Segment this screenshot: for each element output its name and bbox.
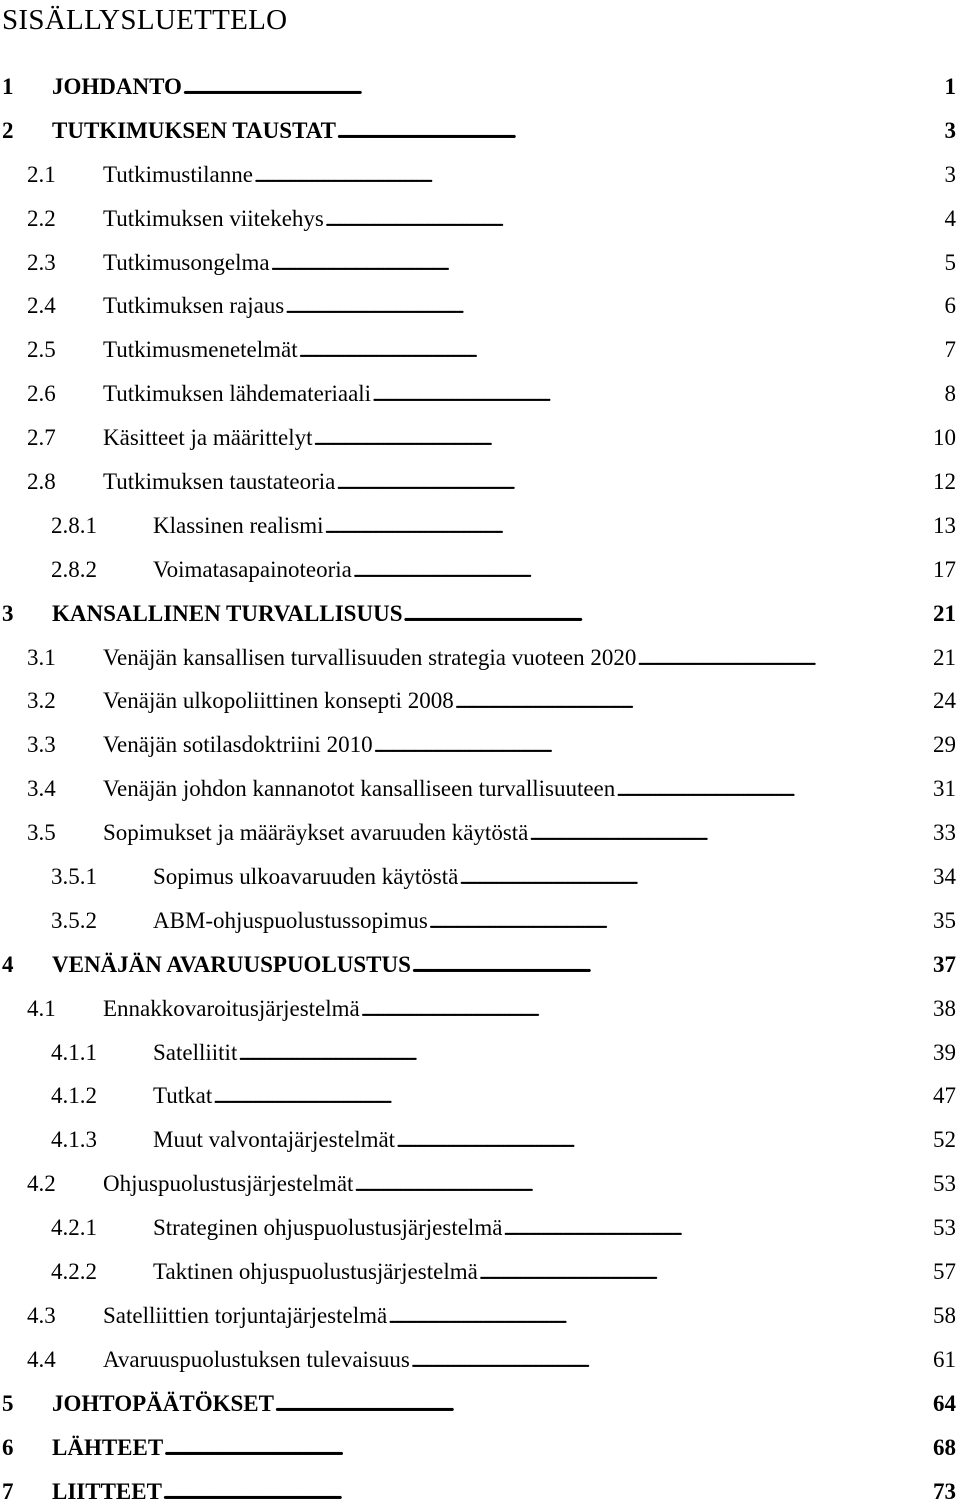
toc-entry[interactable] — [0, 327, 960, 371]
toc-entry-row — [103, 644, 956, 674]
toc-entry-row — [103, 819, 956, 849]
toc-entry-page-number: 58 — [931, 1302, 956, 1330]
toc-entry[interactable] — [0, 635, 960, 679]
toc-dot-leader — [372, 380, 942, 410]
toc-entry[interactable] — [0, 371, 960, 415]
toc-entry-title: Satelliittien torjuntajärjestelmä — [103, 1302, 388, 1330]
toc-dot-leader — [285, 292, 942, 322]
toc-entry-number: 2.4 — [27, 292, 56, 320]
toc-entry-row — [103, 687, 956, 717]
toc-dot-leader — [429, 907, 931, 937]
toc-entry-title: Venäjän johdon kannanotot kansalliseen turvallisuuteen — [103, 775, 616, 803]
toc-entry-title: LIITTEET — [52, 1478, 163, 1506]
toc-entry-title: JOHDANTO — [52, 73, 183, 101]
toc-entry-number: 3 — [2, 600, 14, 628]
toc-entry-title: Ohjuspuolustusjärjestelmät — [103, 1170, 354, 1198]
toc-entry-row — [153, 1082, 956, 1112]
toc-entry[interactable] — [0, 1469, 960, 1512]
toc-entry-page-number: 17 — [931, 556, 956, 584]
toc-entry-row — [52, 1478, 956, 1508]
toc-entry-row — [153, 1258, 956, 1288]
toc-entry-title: Sopimukset ja määräykset avaruuden käytöstä — [103, 819, 529, 847]
toc-entry[interactable] — [0, 283, 960, 327]
toc-entry-row — [153, 907, 956, 937]
toc-entry-page-number: 29 — [931, 731, 956, 759]
toc-entry-row — [103, 1170, 956, 1200]
toc-entry-title: KANSALLINEN TURVALLISUUS — [52, 600, 403, 628]
toc-entry[interactable] — [0, 722, 960, 766]
toc-dot-leader — [412, 951, 931, 981]
toc-entry[interactable] — [0, 1293, 960, 1337]
toc-entry-page-number: 53 — [931, 1214, 956, 1242]
toc-entry[interactable] — [0, 1073, 960, 1117]
toc-entry-page-number: 34 — [931, 863, 956, 891]
toc-entry[interactable] — [0, 459, 960, 503]
toc-entry-page-number: 3 — [943, 161, 957, 189]
toc-dot-leader — [254, 161, 943, 191]
toc-dot-leader — [637, 644, 931, 674]
toc-entry-number: 2.7 — [27, 424, 56, 452]
toc-entry-number: 4.1 — [27, 995, 56, 1023]
toc-dot-leader — [529, 819, 931, 849]
toc-entry[interactable] — [0, 152, 960, 196]
toc-entry-number: 4.4 — [27, 1346, 56, 1374]
toc-entry-row — [103, 424, 956, 454]
toc-entry-row — [103, 336, 956, 366]
toc-entry-number: 3.3 — [27, 731, 56, 759]
toc-entry-number: 2.6 — [27, 380, 56, 408]
toc-entry-page-number: 38 — [931, 995, 956, 1023]
toc-entry[interactable] — [0, 1161, 960, 1205]
toc-entry-page-number: 61 — [931, 1346, 956, 1374]
toc-dot-leader — [313, 424, 931, 454]
toc-entry-number: 2.1 — [27, 161, 56, 189]
toc-entry-number: 5 — [2, 1390, 14, 1418]
toc-entry[interactable] — [0, 810, 960, 854]
toc-entry-title: LÄHTEET — [52, 1434, 164, 1462]
toc-entry-number: 4.3 — [27, 1302, 56, 1330]
toc-entry[interactable] — [0, 766, 960, 810]
toc-dot-leader — [183, 73, 943, 103]
toc-entry[interactable] — [0, 415, 960, 459]
toc-entry-title: Sopimus ulkoavaruuden käytöstä — [153, 863, 459, 891]
toc-entry-title: Venäjän sotilasdoktriini 2010 — [103, 731, 374, 759]
toc-dot-leader — [503, 1214, 931, 1244]
toc-entry[interactable] — [0, 1337, 960, 1381]
toc-dot-leader — [403, 600, 931, 630]
toc-entry-row — [153, 1214, 956, 1244]
toc-entry-number: 3.2 — [27, 687, 56, 715]
toc-entry-title: Muut valvontajärjestelmät — [153, 1126, 396, 1154]
toc-entry-title: Strateginen ohjuspuolustusjärjestelmä — [153, 1214, 503, 1242]
toc-dot-leader — [337, 117, 943, 147]
toc-entry-title: Avaruuspuolustuksen tulevaisuus — [103, 1346, 411, 1374]
toc-entry-page-number: 21 — [931, 600, 956, 628]
toc-dot-leader — [455, 687, 931, 717]
toc-dot-leader — [388, 1302, 931, 1332]
toc-entry-title: Klassinen realismi — [153, 512, 325, 540]
toc-entry-number: 4.1.1 — [51, 1039, 97, 1067]
toc-entry-row — [103, 1302, 956, 1332]
toc-entry-title: ABM-ohjuspuolustussopimus — [153, 907, 429, 935]
toc-list — [0, 64, 960, 1512]
toc-entry[interactable] — [0, 678, 960, 722]
toc-entry-title: Taktinen ohjuspuolustusjärjestelmä — [153, 1258, 479, 1286]
toc-entry-title: TUTKIMUKSEN TAUSTAT — [52, 117, 337, 145]
toc-entry-page-number: 13 — [931, 512, 956, 540]
toc-entry-page-number: 3 — [943, 117, 957, 145]
toc-entry-row — [153, 863, 956, 893]
toc-dot-leader — [616, 775, 931, 805]
toc-entry-title: Voimatasapainoteoria — [153, 556, 353, 584]
toc-entry-row — [52, 117, 956, 147]
toc-entry-row — [52, 951, 956, 981]
toc-entry-row — [103, 731, 956, 761]
toc-entry-number: 2.2 — [27, 205, 56, 233]
toc-entry-number: 2.8 — [27, 468, 56, 496]
toc-entry[interactable] — [0, 1030, 960, 1074]
toc-heading: SISÄLLYSLUETTELO — [2, 2, 287, 38]
toc-dot-leader — [459, 863, 931, 893]
toc-dot-leader — [325, 205, 943, 235]
toc-dot-leader — [164, 1434, 931, 1464]
toc-dot-leader — [411, 1346, 931, 1376]
toc-dot-leader — [275, 1390, 931, 1420]
toc-entry-number: 2.8.2 — [51, 556, 97, 584]
toc-dot-leader — [479, 1258, 931, 1288]
toc-entry-row — [103, 205, 956, 235]
toc-entry[interactable] — [0, 108, 960, 152]
toc-entry-title: Tutkimuksen lähdemateriaali — [103, 380, 372, 408]
toc-dot-leader — [213, 1082, 931, 1112]
toc-dot-leader — [271, 249, 943, 279]
toc-entry[interactable] — [0, 240, 960, 284]
toc-entry[interactable] — [0, 942, 960, 986]
toc-entry[interactable] — [0, 1205, 960, 1249]
toc-entry[interactable] — [0, 986, 960, 1030]
toc-entry-row — [153, 512, 956, 542]
toc-entry-number: 2.3 — [27, 249, 56, 277]
toc-entry-page-number: 10 — [931, 424, 956, 452]
toc-entry-page-number: 12 — [931, 468, 956, 496]
toc-entry[interactable] — [0, 503, 960, 547]
toc-entry-page-number: 68 — [931, 1434, 956, 1462]
toc-dot-leader — [353, 556, 931, 586]
toc-entry-title: JOHTOPÄÄTÖKSET — [52, 1390, 275, 1418]
toc-dot-leader — [361, 995, 931, 1025]
toc-entry-number: 3.5.2 — [51, 907, 97, 935]
toc-dot-leader — [163, 1478, 931, 1508]
toc-entry-row — [153, 1039, 956, 1069]
toc-entry-title: Tutkimuksen rajaus — [103, 292, 285, 320]
toc-entry-title: Tutkimuksen taustateoria — [103, 468, 336, 496]
toc-entry-page-number: 24 — [931, 687, 956, 715]
toc-entry-page-number: 39 — [931, 1039, 956, 1067]
toc-entry-number: 6 — [2, 1434, 14, 1462]
toc-entry-title: Tutkimusmenetelmät — [103, 336, 299, 364]
toc-dot-leader — [299, 336, 943, 366]
toc-entry-row — [103, 468, 956, 498]
toc-entry-page-number: 47 — [931, 1082, 956, 1110]
toc-entry-row — [153, 1126, 956, 1156]
toc-entry-row — [103, 995, 956, 1025]
toc-entry-number: 4.2.2 — [51, 1258, 97, 1286]
toc-entry-page-number: 52 — [931, 1126, 956, 1154]
toc-entry-page-number: 21 — [931, 644, 956, 672]
toc-entry-page-number: 5 — [943, 249, 957, 277]
toc-entry-row — [52, 1390, 956, 1420]
toc-entry-row — [103, 161, 956, 191]
toc-entry-number: 2 — [2, 117, 14, 145]
toc-entry-number: 3.1 — [27, 644, 56, 672]
toc-entry-page-number: 7 — [943, 336, 957, 364]
toc-entry-page-number: 73 — [931, 1478, 956, 1506]
toc-entry-title: Satelliitit — [153, 1039, 238, 1067]
toc-entry-page-number: 8 — [943, 380, 957, 408]
toc-entry-page-number: 57 — [931, 1258, 956, 1286]
toc-dot-leader — [374, 731, 931, 761]
toc-entry-row — [103, 380, 956, 410]
toc-entry-title: Tutkimusongelma — [103, 249, 271, 277]
toc-entry-number: 2.8.1 — [51, 512, 97, 540]
toc-entry-title: Venäjän ulkopoliittinen konsepti 2008 — [103, 687, 455, 715]
toc-entry-page-number: 53 — [931, 1170, 956, 1198]
toc-entry[interactable] — [0, 196, 960, 240]
toc-entry-number: 1 — [2, 73, 14, 101]
toc-entry-row — [103, 1346, 956, 1376]
toc-entry-page-number: 1 — [943, 73, 957, 101]
toc-entry-row — [52, 1434, 956, 1464]
toc-entry[interactable] — [0, 64, 960, 108]
toc-dot-leader — [396, 1126, 931, 1156]
toc-entry-title: Tutkimustilanne — [103, 161, 254, 189]
toc-entry-page-number: 4 — [943, 205, 957, 233]
toc-entry[interactable] — [0, 591, 960, 635]
toc-entry-number: 4.2.1 — [51, 1214, 97, 1242]
toc-entry-number: 7 — [2, 1478, 14, 1506]
toc-entry[interactable] — [0, 1425, 960, 1469]
toc-entry-number: 4 — [2, 951, 14, 979]
toc-entry-number: 4.1.2 — [51, 1082, 97, 1110]
toc-entry[interactable] — [0, 854, 960, 898]
toc-entry-title: Tutkat — [153, 1082, 213, 1110]
toc-entry-row — [103, 292, 956, 322]
toc-entry-number: 4.2 — [27, 1170, 56, 1198]
toc-entry[interactable] — [0, 547, 960, 591]
toc-entry-number: 3.5 — [27, 819, 56, 847]
toc-entry-row — [52, 600, 956, 630]
toc-entry-title: Käsitteet ja määrittelyt — [103, 424, 313, 452]
toc-entry-page-number: 33 — [931, 819, 956, 847]
toc-dot-leader — [238, 1039, 931, 1069]
toc-entry-row — [103, 775, 956, 805]
toc-entry[interactable] — [0, 1117, 960, 1161]
toc-entry-page-number: 6 — [943, 292, 957, 320]
toc-dot-leader — [336, 468, 931, 498]
toc-entry-number: 3.5.1 — [51, 863, 97, 891]
toc-entry-title: VENÄJÄN AVARUUSPUOLUSTUS — [52, 951, 412, 979]
toc-entry-row — [153, 556, 956, 586]
toc-entry-number: 4.1.3 — [51, 1126, 97, 1154]
toc-dot-leader — [354, 1170, 931, 1200]
toc-entry-title: Venäjän kansallisen turvallisuuden strategia vuoteen 2020 — [103, 644, 637, 672]
toc-entry-page-number: 31 — [931, 775, 956, 803]
toc-dot-leader — [325, 512, 931, 542]
toc-entry-title: Ennakkovaroitusjärjestelmä — [103, 995, 361, 1023]
toc-entry[interactable] — [0, 1249, 960, 1293]
toc-entry-page-number: 64 — [931, 1390, 956, 1418]
toc-entry[interactable] — [0, 898, 960, 942]
toc-entry[interactable] — [0, 1381, 960, 1425]
toc-entry-page-number: 37 — [931, 951, 956, 979]
toc-entry-number: 2.5 — [27, 336, 56, 364]
toc-entry-row — [52, 73, 956, 103]
toc-entry-title: Tutkimuksen viitekehys — [103, 205, 325, 233]
toc-entry-page-number: 35 — [931, 907, 956, 935]
toc-entry-row — [103, 249, 956, 279]
toc-entry-number: 3.4 — [27, 775, 56, 803]
